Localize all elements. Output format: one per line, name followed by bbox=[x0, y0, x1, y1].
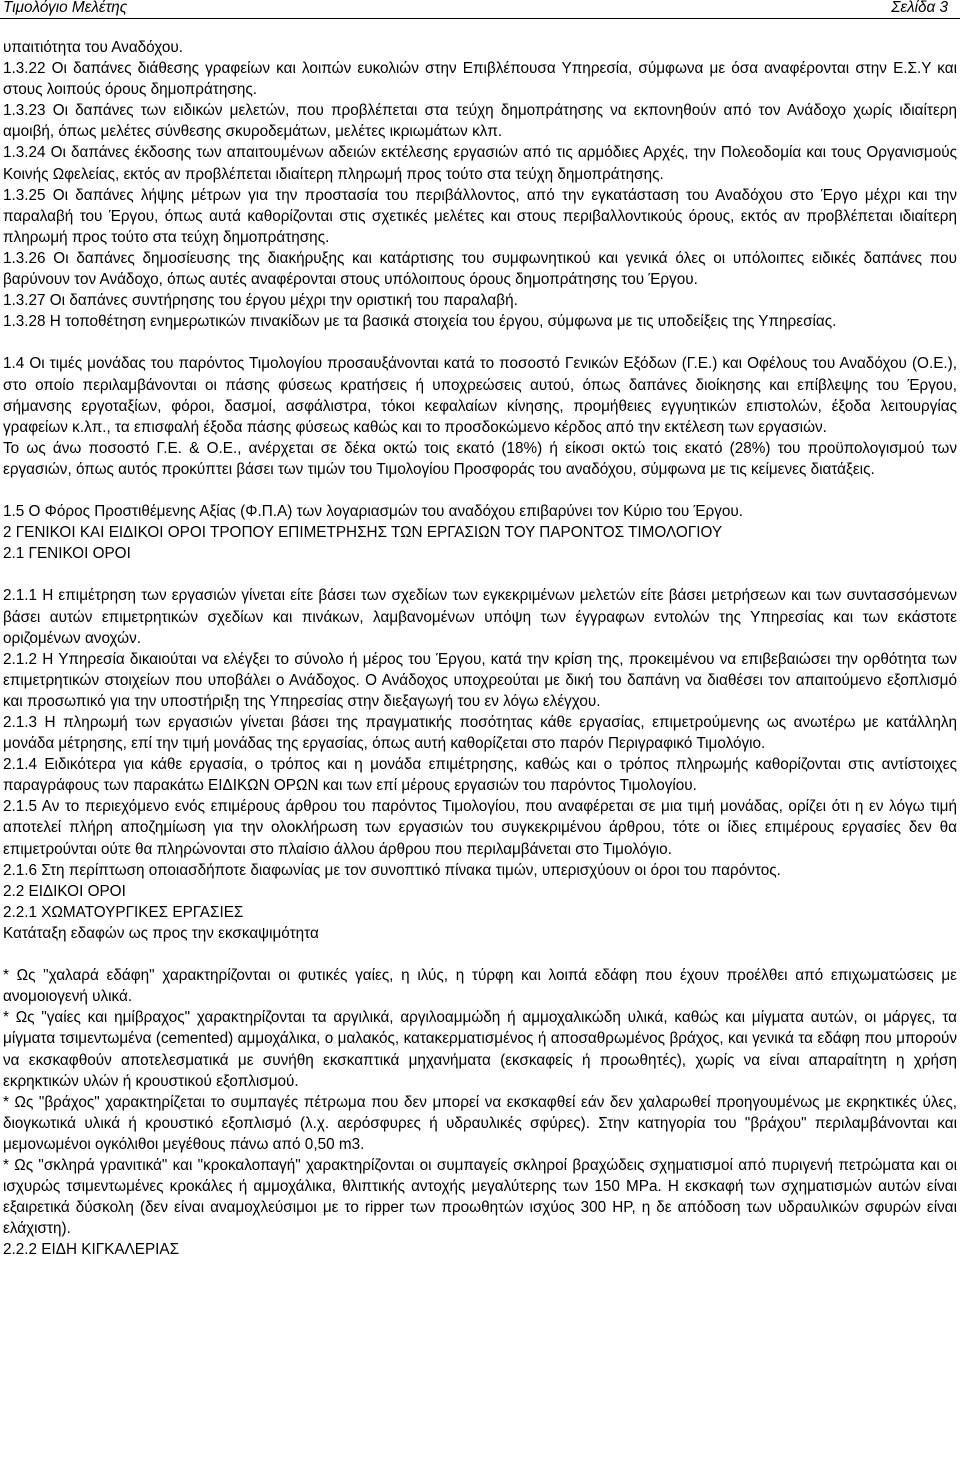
paragraph-1-3-25: 1.3.25 Οι δαπάνες λήψης μέτρων για την προστασία του περιβάλλοντος, από την εγκατάσταση του Αναδόχου στο Έργο μέχρι και την παραλαβή του Έργου, όπως αυτά καθορίζονται στις σχετικές μελέτες και στους περιβαλλοντικούς όρους, εκτός αν προβλέπεται ιδιαίτερη πληρωμή προς τούτο στα τεύχη δημοπράτησης. bbox=[3, 186, 957, 246]
page-header bbox=[0, 0, 960, 19]
paragraph-1-3-27: 1.3.27 Οι δαπάνες συντήρησης του έργου μέχρι την οριστική του παραλαβή. bbox=[3, 292, 518, 310]
paragraph-1-3-26: 1.3.26 Οι δαπάνες δημοσίευσης της διακήρυξης και κατάρτισης του συμφωνητικού και γενικά όλες οι υπόλοιπες ειδικές δαπάνες που βαρύνουν τον Ανάδοχο, όπως αυτές αναφέρονται στους υπόλοιπους όρους δημοπράτησης του Έργου. bbox=[3, 249, 957, 289]
paragraph-2-1-4: 2.1.4 Ειδικότερα για κάθε εργασία, ο τρόπος και η μονάδα επιμέτρησης, καθώς και ο τρόπος πληρωμής καθορίζονται στις αντίστοιχες παραγράφους των παρακάτω ΕΙΔΙΚΩΝ ΟΡΩΝ και των επί μέρους εργασιών του παρόντος Τιμολογίου. bbox=[3, 756, 957, 795]
section-heading-2-2-1: 2.2.1 ΧΩΜΑΤΟΥΡΓΙΚΕΣ ΕΡΓΑΣΙΕΣ bbox=[3, 903, 244, 921]
document-body bbox=[3, 37, 957, 1260]
paragraph-1-3-22: 1.3.22 Οι δαπάνες διάθεσης γραφείων και λοιπών ευκολιών στην Επιβλέπουσα Υπηρεσία, σύμφωνα με όσα αναφέρονται στην Ε.Σ.Υ και στους λοιπούς όρους δημοπράτησης. bbox=[3, 60, 957, 99]
paragraph-1-4: 1.4 Οι τιμές μονάδας του παρόντος Τιμολογίου προσαυξάνονται κατά το ποσοστό Γενικών Εξόδων (Γ.Ε.) και Οφέλους του Αναδόχου (Ο.Ε.), στο οποίο περιλαμβάνονται οι πάσης φύσεως κρατήσεις ή υποχρεώσεις αυτού, όπως δαπάνες διοίκησης και επίβλεψης του Έργου, σήμανσης εργοταξίων, φόροι, δασμοί, ασφάλιστρα, τόκοι κεφαλαίων κίνησης, προμήθειες εγγυητικών επιστολών, έξοδα λειτουργίας γραφείων κ.λπ., τα επισφαλή έξοδα πάσης φύσεως καθώς και το προσδοκώμενο κέρδος από την εκτέλεση των εργασιών. bbox=[3, 355, 957, 436]
paragraph-2-1-3: 2.1.3 Η πληρωμή των εργασιών γίνεται βάσει της πραγματικής ποσότητας κάθε εργασίας, επιμετρούμενης ως ανωτέρω με κατάλληλη μονάδα μέτρησης, επί την τιμή μονάδας της εργασίας, όπως αυτή καθορίζεται στο παρόν Περιγραφικό Τιμολόγιο. bbox=[3, 714, 957, 753]
paragraph-2-1-5: 2.1.5 Αν το περιεχόμενο ενός επιμέρους άρθρου του παρόντος Τιμολογίου, που αναφέρεται σε μια τιμή μονάδας, ορίζει ότι η εν λόγω τιμή αποτελεί πλήρη αποζημίωση για την ολοκλήρωση των εργασιών του συγκεκριμένου άρθρου, τότε οι ίδιες επιμέρους εργασίες δεν θα επιμετρούνται ούτε θα πληρώνονται στο πλαίσιο άλλου άρθρου που περιλαμβάνεται στο Τιμολόγιο. bbox=[3, 798, 957, 858]
paragraph-loose-soils: * Ως "χαλαρά εδάφη" χαρακτηρίζονται οι φυτικές γαίες, η ιλύς, η τύρφη και λοιπά εδάφη που έχουν προέλθει από επιχωματώσεις με ανομοιογενή υλικά. bbox=[3, 967, 957, 1006]
document-title: Τιμολόγιο Μελέτης bbox=[3, 0, 128, 16]
paragraph-1-5: 1.5 Ο Φόρος Προστιθέμενης Αξίας (Φ.Π.Α) των λογαριασμών του αναδόχου επιβαρύνει τον Κύριο του Έργου. bbox=[3, 503, 743, 521]
paragraph-2-1-1: 2.1.1 Η επιμέτρηση των εργασιών γίνεται είτε βάσει των σχεδίων των εγκεκριμένων μελετών είτε βάσει μετρήσεων και των συντασσόμενων βάσει αυτών επιμετρητικών σχεδίων και πινάκων, λαμβανομένων υπόψη των έγγραφων εντολών της Υπηρεσίας και των εκάστοτε οριζομένων ανοχών. bbox=[3, 587, 957, 647]
paragraph-hard-granite: * Ως "σκληρά γρανιτικά" και "κροκαλοπαγή" χαρακτηρίζονται οι συμπαγείς σκληροί βραχώδεις σχηματισμοί από πυριγενή πετρώματα και οι ισχυρώς τσιμεντωμένες κροκάλες ή αμμοχάλικα, θλιπτικής αντοχής μεγαλύτερης των 150 MPa. Η εκσκαφή των σχηματισμών αυτών είναι εξαιρετικά δύσκολη (δεν είναι αναμοχλεύσιμοι με το ripper των προωθητών ισχύος 300 HP, η δε απόδοση των υδραυλικών σφυρών είναι ελάχιστη). bbox=[3, 1156, 957, 1238]
paragraph-1-3-23: 1.3.23 Οι δαπάνες των ειδικών μελετών, που προβλέπεται στα τεύχη δημοπράτησης να εκπονηθούν από τον Ανάδοχο χωρίς ιδιαίτερη αμοιβή, όπως μελέτες σύνθεσης σκυροδεμάτων, μελέτες ικριωμάτων κλπ. bbox=[3, 102, 957, 141]
paragraph-2-1-2: 2.1.2 Η Υπηρεσία δικαιούται να ελέγξει το σύνολο ή μέρος του Έργου, κατά την κρίση της, προκειμένου να επιβεβαιώσει την ορθότητα των επιμετρητικών στοιχείων που υποβάλει ο Ανάδοχος. Ο Ανάδοχος υποχρεούται με δική του δαπάνη να διαθέσει τον απαιτούμενο εξοπλισμό και προσωπικό για την υποστήριξη της Υπηρεσίας στην διεξαγωγή του εν λόγω ελέγχου. bbox=[3, 650, 957, 710]
paragraph-continuation: υπαιτιότητα του Αναδόχου. bbox=[3, 39, 184, 56]
paragraph-percentage: Το ως άνω ποσοστό Γ.Ε. & Ο.Ε., ανέρχεται σε δέκα οκτώ τοις εκατό (18%) ή είκοσι οκτώ τοις εκατό (28%) του προϋπολογισμού των εργασιών, όπως αυτός προκύπτει βάσει των τιμών του Τιμολογίου Προσφοράς του αναδόχου, σύμφωνα με τις κείμενες διατάξεις. bbox=[3, 439, 957, 478]
section-heading-2-1: 2.1 ΓΕΝΙΚΟΙ ΟΡΟΙ bbox=[3, 545, 131, 563]
paragraph-1-3-28: 1.3.28 Η τοποθέτηση ενημερωτικών πινακίδων με τα βασικά στοιχεία του έργου, σύμφωνα με τις υποδείξεις της Υπηρεσίας. bbox=[3, 313, 837, 331]
page-number: Σελίδα 3 bbox=[891, 0, 948, 16]
paragraph-2-1-6: 2.1.6 Στη περίπτωση οποιασδήποτε διαφωνίας με τον συνοπτικό πίνακα τιμών, υπερισχύουν οι όροι του παρόντος. bbox=[3, 861, 781, 879]
paragraph-earth-semirock: * Ως "γαίες και ημίβραχος" χαρακτηρίζονται τα αργιλικά, αργιλοαμμώδη ή αμμοχαλικώδη υλικά, καθώς και μίγματα αυτών, οι μάργες, τα μίγματα τσιμεντωμένα (cemented) αμμοχάλικα, ο μαλακός, κατακερματισμένος ή αποσαθρωμένος βράχος, και γενικά τα εδάφη που μπορούν να εκσκαφθούν αποτελεσματικά με συνήθη εκσκαπτικά μηχανήματα (εκσκαφείς ή προωθητές), χωρίς να είναι απαραίτητη η χρήση εκρηκτικών υλών ή κρουστικού εξοπλισμού. bbox=[3, 1009, 957, 1090]
paragraph-1-3-24: 1.3.24 Οι δαπάνες έκδοσης των απαιτουμένων αδειών εκτέλεσης εργασιών από τις αρμόδιες Αρχές, την Πολεοδομία και τους Οργανισμούς Κοινής Ωφελείας, εκτός αν προβλέπεται ιδιαίτερη πληρωμή προς τούτο στα τεύχη δημοπράτησης. bbox=[3, 144, 957, 183]
subsection-title-soil-classification: Κατάταξη εδαφών ως προς την εκσκαψιμότητα bbox=[3, 924, 319, 942]
section-heading-2: 2 ΓΕΝΙΚΟΙ ΚΑΙ ΕΙΔΙΚΟΙ ΟΡΟΙ ΤΡΟΠΟΥ ΕΠΙΜΕΤΡΗΣΗΣ ΤΩΝ ΕΡΓΑΣΙΩΝ ΤΟΥ ΠΑΡΟΝΤΟΣ ΤΙΜΟΛΟΓΙΟΥ bbox=[3, 524, 723, 542]
paragraph-rock: * Ως "βράχος" χαρακτηρίζεται το συμπαγές πέτρωμα που δεν μπορεί να εκσκαφθεί εάν δεν χαλαρωθεί προηγουμένως με εκρηκτικές ύλες, διογκωτικά υλικά ή κρουστικό εξοπλισμό (λ.χ. αερόσφυρες ή υδραυλικές σφύρες). Στην κατηγορία του "βράχου" περιλαμβάνονται και μεμονωμένοι ογκόλιθοι μεγέθους πάνω από 0,50 m3. bbox=[3, 1093, 957, 1153]
section-heading-2-2-2: 2.2.2 ΕΙΔΗ ΚΙΓΚΑΛΕΡΙΑΣ bbox=[3, 1241, 180, 1259]
section-heading-2-2: 2.2 ΕΙΔΙΚΟΙ ΟΡΟΙ bbox=[3, 882, 126, 900]
